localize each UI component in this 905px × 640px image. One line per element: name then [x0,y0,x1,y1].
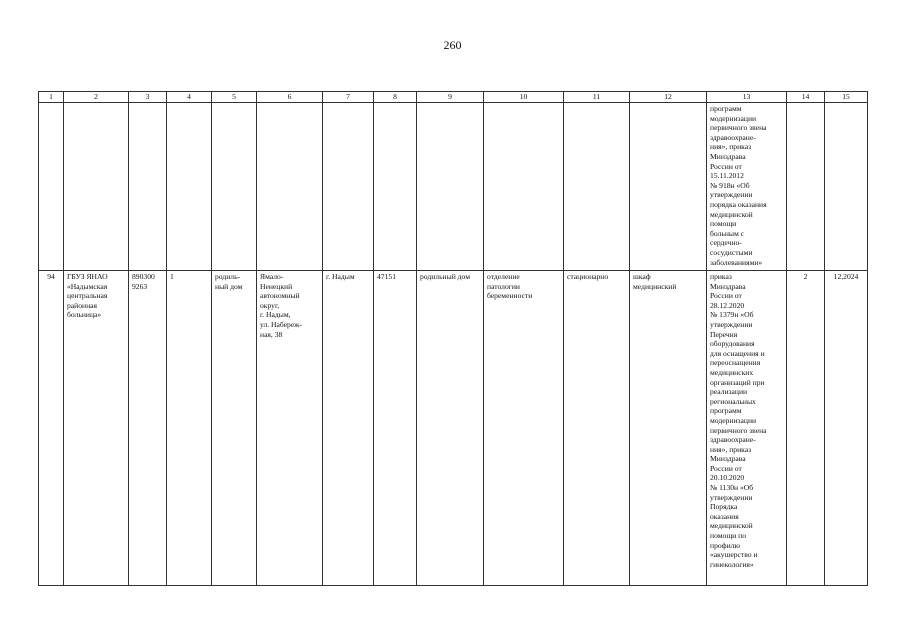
cell-facility-type: родиль- ный дом [212,271,257,586]
table-row-continuation [39,103,868,271]
cell-inn [129,103,167,271]
column-header: 7 [323,92,374,103]
cell-equipment [630,103,707,271]
cell-subdivision: родильный дом [417,271,484,586]
column-header: 5 [212,92,257,103]
column-header: 12 [630,92,707,103]
cell-facility-type [212,103,257,271]
column-header: 11 [564,92,630,103]
column-header: 4 [167,92,212,103]
cell-col4 [167,103,212,271]
cell-department [484,103,564,271]
cell-date [825,103,868,271]
cell-city: г. Надым [323,271,374,586]
column-header: 8 [374,92,417,103]
cell-code [374,103,417,271]
equipment-table [38,91,868,586]
cell-number: 94 [39,271,64,586]
column-header: 9 [417,92,484,103]
cell-col4: 1 [167,271,212,586]
cell-city [323,103,374,271]
cell-number [39,103,64,271]
cell-equipment: шкаф медицинский [630,271,707,586]
cell-subdivision [417,103,484,271]
cell-department: отделение патологии беременности [484,271,564,586]
cell-quantity [787,103,825,271]
cell-address: Ямало- Ненецкий автономный округ, г. Надым, ул. Набереж- ная, 38 [257,271,323,586]
column-header: 14 [787,92,825,103]
cell-organization [64,103,129,271]
column-header: 6 [257,92,323,103]
table-row [39,271,868,586]
column-header: 13 [707,92,787,103]
page-number: 260 [443,38,462,52]
cell-address [257,103,323,271]
column-header: 15 [825,92,868,103]
cell-organization: ГБУЗ ЯНАО «Надымская центральная районная больница» [64,271,129,586]
column-header: 2 [64,92,129,103]
cell-inn: 890300 9263 [129,271,167,586]
cell-care-form: стационарно [564,271,630,586]
cell-care-form [564,103,630,271]
column-header: 1 [39,92,64,103]
cell-code: 47151 [374,271,417,586]
column-header: 10 [484,92,564,103]
cell-date: 12,2024 [825,271,868,586]
header-row [39,92,868,103]
cell-regulation: приказ Минздрава России от 28.12.2020 № 1379н «Об утверждении Перечня оборудования для оснащения и переоснащения медицинских организаций при реализации региональных программ модернизации первичного звена здравоохране- ния», приказ Минздрава России от 20.10.2020 № 1130н «Об утверждении Порядка оказания медицинской помощи по профилю «акушерство и гинекология» [707,271,787,586]
cell-quantity: 2 [787,271,825,586]
column-header: 3 [129,92,167,103]
cell-regulation: программ модернизации первичного звена здравоохране- ния», приказ Минздрава России от 15.11.2012 № 918н «Об утверждении порядка оказания медицинской помощи больным с сердечно- сосудистыми заболеваниями» [707,103,787,271]
